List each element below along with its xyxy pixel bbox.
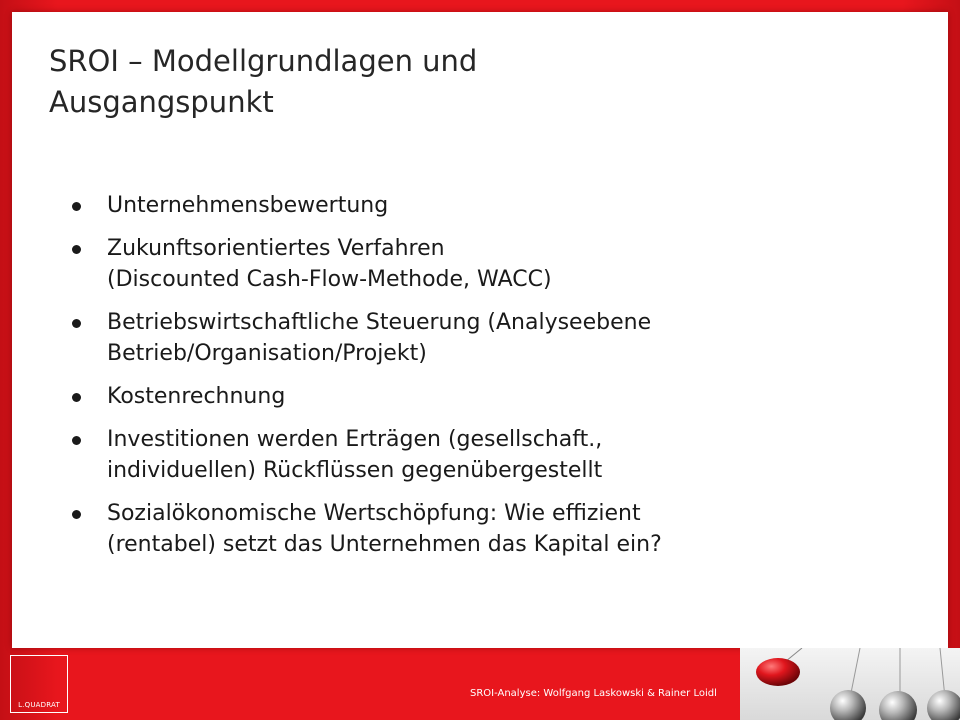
bullet-text: Unternehmensbewertung bbox=[107, 193, 389, 218]
bullet-icon bbox=[72, 202, 81, 211]
newtons-cradle-pendulum-image bbox=[740, 648, 960, 720]
bullet-item bbox=[70, 424, 930, 486]
bullet-text: Betriebswirtschaftliche Steuerung (Analyseebene Betrieb/Organisation/Projekt) bbox=[107, 310, 652, 366]
bullet-item bbox=[70, 498, 930, 560]
footer-credit: SROI-Analyse: Wolfgang Laskowski & Rainer Loidl bbox=[470, 688, 717, 699]
bullet-text: Investitionen werden Erträgen (gesellschaft., individuellen) Rückflüssen gegenübergestellt bbox=[107, 427, 603, 483]
bullet-icon bbox=[72, 245, 81, 254]
bullet-list bbox=[70, 190, 930, 572]
slide-title: SROI – Modellgrundlagen und Ausgangspunkt bbox=[49, 44, 478, 119]
logo bbox=[10, 655, 68, 713]
bullet-icon bbox=[72, 393, 81, 402]
bullet-icon bbox=[72, 319, 81, 328]
pendulum-icon bbox=[740, 648, 960, 720]
bullet-icon bbox=[72, 436, 81, 445]
content-panel bbox=[12, 12, 948, 648]
bullet-item bbox=[70, 307, 930, 369]
bullet-item bbox=[70, 233, 930, 295]
bullet-item bbox=[70, 381, 930, 412]
bullet-text: Sozialökonomische Wertschöpfung: Wie effizient (rentabel) setzt das Unternehmen das Kapital ein? bbox=[107, 501, 662, 557]
bullet-icon bbox=[72, 510, 81, 519]
bullet-text: Kostenrechnung bbox=[107, 384, 286, 409]
logo-text: L.QUADRAT bbox=[18, 701, 60, 709]
bullet-text: Zukunftsorientiertes Verfahren (Discounted Cash-Flow-Methode, WACC) bbox=[107, 236, 552, 292]
bullet-item bbox=[70, 190, 930, 221]
